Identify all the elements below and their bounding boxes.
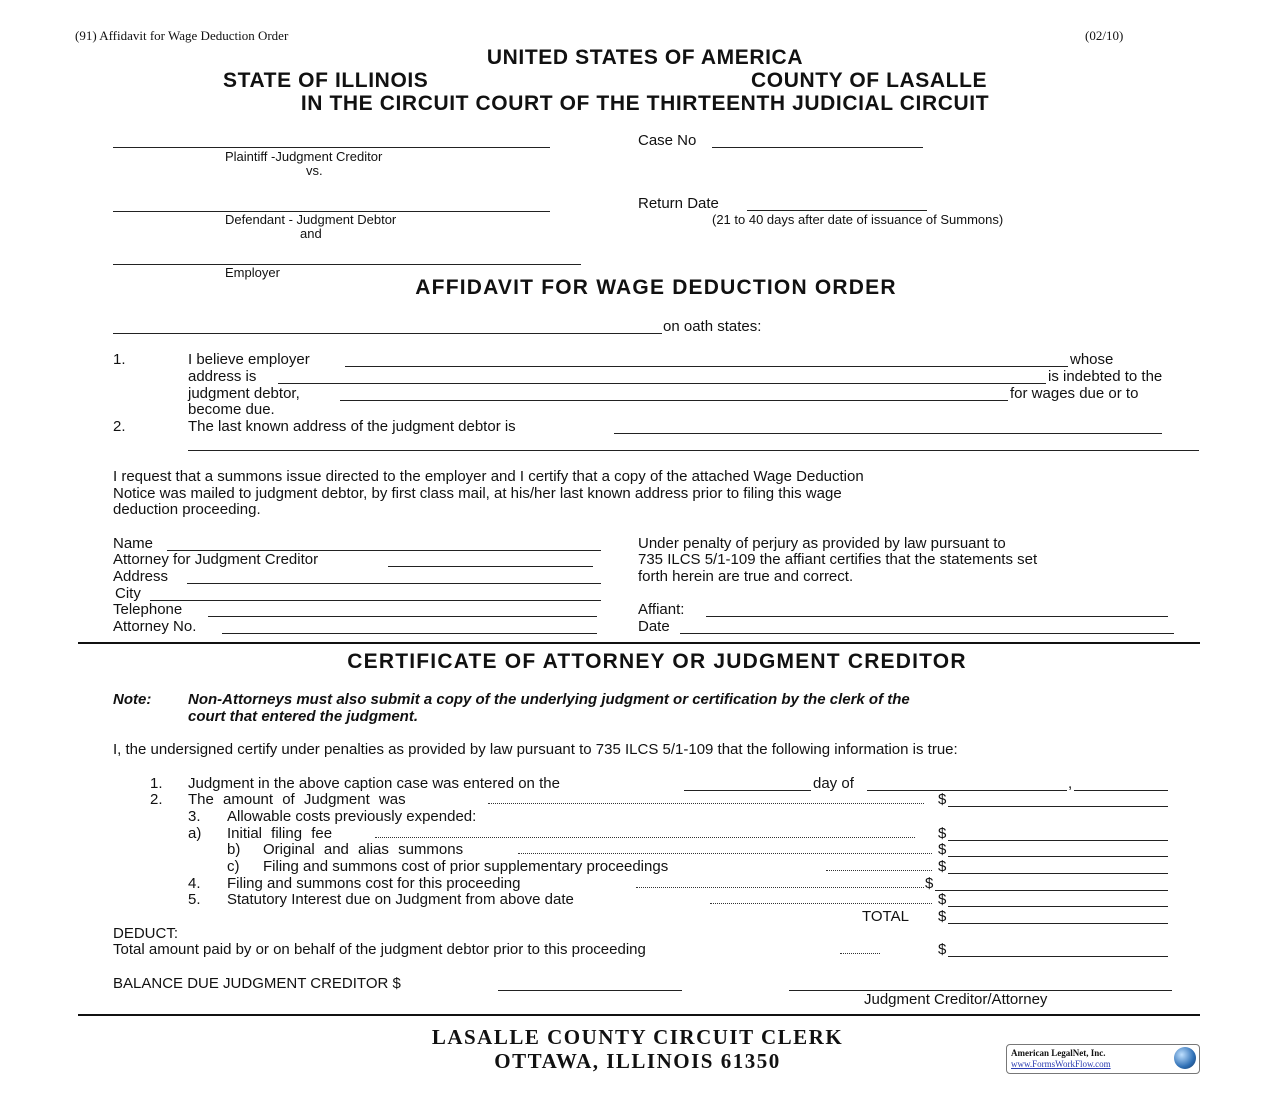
- attorney-for-line[interactable]: [388, 566, 593, 567]
- section-divider: [78, 642, 1200, 644]
- item2-leader: [488, 803, 924, 804]
- header-county: COUNTY OF LASALLE: [751, 69, 988, 92]
- header-court: IN THE CIRCUIT COURT OF THE THIRTEENTH JUDICIAL CIRCUIT: [300, 92, 990, 115]
- attorney-no-label: Attorney No.: [113, 618, 197, 635]
- cert-item5-label: Statutory Interest due on Judgment from above date: [227, 891, 574, 908]
- signer-label: Judgment Creditor/Attorney: [864, 991, 1048, 1008]
- judgment-month-line[interactable]: [867, 790, 1067, 791]
- item1-wages: for wages due or to: [1010, 385, 1139, 402]
- item5-leader: [710, 903, 932, 904]
- american-legalnet-logo[interactable]: [1006, 1044, 1200, 1074]
- note-label: Note:: [113, 691, 152, 708]
- balance-due-label: BALANCE DUE JUDGMENT CREDITOR $: [113, 975, 401, 992]
- affiant-name-line[interactable]: [113, 333, 662, 334]
- employer-line[interactable]: [113, 264, 581, 265]
- defendant-label: Defendant - Judgment Debtor: [225, 212, 397, 227]
- cert-item-b-number: b): [227, 841, 241, 858]
- name-label: Name: [113, 535, 154, 552]
- cert-item5-number: 5.: [188, 891, 201, 908]
- amount-paid-line[interactable]: [948, 956, 1168, 957]
- logo-name: American LegalNet, Inc.: [1011, 1048, 1106, 1058]
- header-country: UNITED STATES OF AMERICA: [486, 46, 804, 69]
- item1-number: 1.: [113, 351, 126, 368]
- total-dollar: $: [938, 908, 947, 925]
- item4-dollar: $: [925, 875, 934, 892]
- day-of-label: day of: [813, 775, 854, 792]
- cert-item-a-label: Initial filing fee: [227, 825, 333, 842]
- employer-label: Employer: [225, 265, 280, 280]
- attorney-no-line[interactable]: [222, 633, 597, 634]
- item2-number: 2.: [113, 418, 126, 435]
- cert-item4-label: Filing and summons cost for this proceeding: [227, 875, 521, 892]
- item2-dollar: $: [938, 791, 947, 808]
- certificate-title: CERTIFICATE OF ATTORNEY OR JUDGMENT CREDITOR: [347, 650, 967, 673]
- date-line[interactable]: [680, 633, 1174, 634]
- total-label: TOTAL: [862, 908, 909, 925]
- total-line[interactable]: [948, 923, 1168, 924]
- item1-whose: whose: [1070, 351, 1114, 368]
- oath-label: on oath states:: [663, 318, 762, 335]
- item1-become-due: become due.: [188, 401, 275, 418]
- logo-url[interactable]: www.FormsWorkFlow.com: [1011, 1059, 1111, 1069]
- item1-address-label: address is: [188, 368, 257, 385]
- item-a-leader: [375, 837, 915, 838]
- affiant-signature-line[interactable]: [706, 616, 1168, 617]
- item4-leader: [636, 887, 924, 888]
- form-revision: (02/10): [1085, 28, 1124, 43]
- telephone-label: Telephone: [113, 601, 183, 618]
- debtor-address-line-1[interactable]: [614, 433, 1162, 434]
- cert-item2-label: The amount of Judgment was: [188, 791, 406, 808]
- item5-dollar: $: [938, 891, 947, 908]
- address-label: Address: [113, 568, 169, 585]
- deduct-label: DEDUCT:: [113, 925, 179, 942]
- amount-paid-label: Total amount paid by or on behalf of the judgment debtor prior to this proceeding: [113, 941, 646, 958]
- request-line-2: Notice was mailed to judgment debtor, by first class mail, at his/her last known address prior to filing this wage: [113, 485, 842, 502]
- employer-address-line[interactable]: [278, 383, 1046, 384]
- case-no-label: Case No: [638, 132, 697, 149]
- case-no-line[interactable]: [712, 147, 923, 148]
- clerk-city: OTTAWA, ILLINOIS 61350: [494, 1049, 781, 1073]
- plaintiff-label: Plaintiff -Judgment Creditor: [225, 149, 383, 164]
- cert-item3-label: Allowable costs previously expended:: [227, 808, 477, 825]
- form-id: (91) Affidavit for Wage Deduction Order: [75, 28, 289, 43]
- employer-name-line[interactable]: [345, 366, 1068, 367]
- globe-icon: [1174, 1047, 1196, 1069]
- and-label: and: [300, 226, 322, 241]
- vs-label: vs.: [306, 163, 323, 178]
- alias-summons-line[interactable]: [948, 856, 1168, 857]
- perjury-line-2: 735 ILCS 5/1-109 the affiant certifies that the statements set: [638, 551, 1038, 568]
- footer-divider: [78, 1014, 1200, 1016]
- perjury-line-1: Under penalty of perjury as provided by law pursuant to: [638, 535, 1006, 552]
- clerk-name: LASALLE COUNTY CIRCUIT CLERK: [431, 1025, 844, 1049]
- cert-item1-label: Judgment in the above caption case was entered on the: [188, 775, 560, 792]
- plaintiff-line[interactable]: [113, 147, 550, 148]
- cert-item4-number: 4.: [188, 875, 201, 892]
- cert-item-c-number: c): [227, 858, 240, 875]
- item-a-dollar: $: [938, 825, 947, 842]
- telephone-line[interactable]: [208, 616, 597, 617]
- cert-item3-number: 3.: [188, 808, 201, 825]
- attorney-for-label: Attorney for Judgment Creditor: [113, 551, 319, 568]
- address-line[interactable]: [187, 583, 601, 584]
- item-b-leader: [518, 853, 932, 854]
- item2-label: The last known address of the judgment debtor is: [188, 418, 516, 435]
- cert-item-c-label: Filing and summons cost of prior supplementary proceedings: [263, 858, 669, 875]
- note-line-2: court that entered the judgment.: [188, 708, 419, 725]
- affiant-label: Affiant:: [638, 601, 685, 618]
- city-label: City: [115, 585, 141, 602]
- statutory-interest-line[interactable]: [948, 906, 1168, 907]
- item-b-dollar: $: [938, 841, 947, 858]
- judgment-year-line[interactable]: [1074, 790, 1168, 791]
- note-line-1: Non-Attorneys must also submit a copy of the underlying judgment or certification by the clerk of the: [188, 691, 910, 708]
- item-c-dollar: $: [938, 858, 947, 875]
- filing-fee-line[interactable]: [948, 840, 1168, 841]
- judgment-amount-line[interactable]: [948, 806, 1168, 807]
- request-line-1: I request that a summons issue directed to the employer and I certify that a copy of the attached Wage Deduction: [113, 468, 864, 485]
- paid-dollar: $: [938, 941, 947, 958]
- item1-employer-label: I believe employer: [188, 351, 310, 368]
- cert-item-a-number: a): [188, 825, 202, 842]
- perjury-line-3: forth herein are true and correct.: [638, 568, 854, 585]
- item-c-leader: [826, 870, 932, 871]
- comma-label: ,: [1068, 775, 1073, 792]
- prior-proceedings-line[interactable]: [948, 873, 1168, 874]
- city-line[interactable]: [150, 600, 601, 601]
- return-date-line[interactable]: [747, 210, 927, 211]
- certify-statement: I, the undersigned certify under penalties as provided by law pursuant to 735 ILCS 5/1-109 that the following information is true:: [113, 741, 958, 758]
- balance-due-line[interactable]: [498, 990, 682, 991]
- header-state: STATE OF ILLINOIS: [223, 69, 429, 92]
- affidavit-title: AFFIDAVIT FOR WAGE DEDUCTION ORDER: [415, 276, 897, 299]
- return-date-note: (21 to 40 days after date of issuance of Summons): [712, 212, 1004, 227]
- cert-item1-number: 1.: [150, 775, 163, 792]
- date-label: Date: [638, 618, 670, 635]
- request-line-3: deduction proceeding.: [113, 501, 261, 518]
- return-date-label: Return Date: [638, 195, 719, 212]
- debtor-address-line-2[interactable]: [188, 450, 1199, 451]
- item1-indebted: is indebted to the: [1048, 368, 1163, 385]
- paid-leader: [840, 953, 880, 954]
- judgment-debtor-line[interactable]: [340, 400, 1008, 401]
- cert-item-b-label: Original and alias summons: [263, 841, 464, 858]
- this-proceeding-cost-line[interactable]: [935, 890, 1168, 891]
- judgment-date-line[interactable]: [684, 790, 811, 791]
- cert-item2-number: 2.: [150, 791, 163, 808]
- item1-debtor-label: judgment debtor,: [188, 385, 300, 402]
